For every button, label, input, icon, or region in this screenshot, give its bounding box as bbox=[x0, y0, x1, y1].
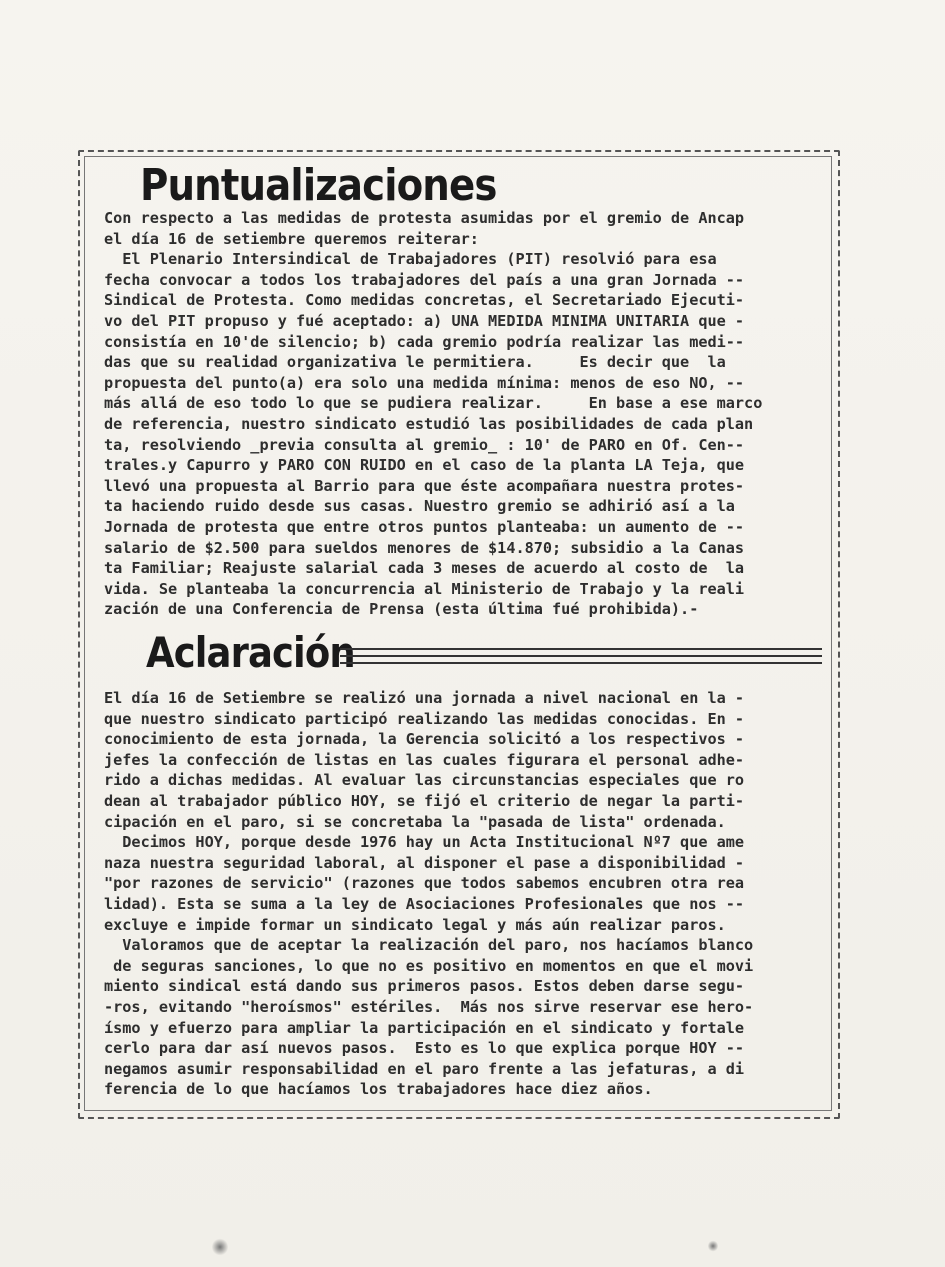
title-rule-top bbox=[340, 648, 822, 650]
ink-smudge bbox=[212, 1238, 228, 1256]
section-title-puntualizaciones: Puntualizaciones bbox=[140, 160, 497, 211]
section-body-aclaracion: El día 16 de Setiembre se realizó una jornada a nivel nacional en la - que nuestro sindicato participó realizando las medidas conocidas. En - conocimiento de esta jornada, la Gerencia solicitó a los respectivos - jefes la confección de listas en las cuales figurara el personal adhe- rido a dichas medidas. Al evaluar las circunstancias especiales que ro dean al trabajador público HOY, se fijó el criterio de negar la parti- cipación en el paro, si se concretaba la "pasada de lista" ordenada. Decimos HOY, porque desde 1976 hay un Acta Institucional Nº7 que ame naza nuestra seguridad laboral, al disponer el pase a disponibilidad - "por razones de servicio" (razones que todos sabemos encubren otra rea lidad). Esta se suma a la ley de Asociaciones Profesionales que nos -- excluye e impide formar un sindicato legal y más aún realizar paros. Valoramos que de aceptar la realización del paro, nos hacíamos blanco de seguras sanciones, lo que no es positivo en momentos en que el movi miento sindical está dando sus primeros pasos. Estos deben darse segu- -ros, evitando "heroísmos" estériles. Más nos sirve reservar ese hero- ísmo y efuerzo para ampliar la participación en el sindicato y fortale cerlo para dar así nuevos pasos. Esto es lo que explica porque HOY -- negamos asumir responsabilidad en el paro frente a las jefaturas, a di ferencia de lo que hacíamos los trabajadores hace diez años. bbox=[104, 689, 754, 1099]
ink-smudge bbox=[708, 1240, 718, 1252]
title-rule-middle bbox=[340, 655, 822, 657]
section-title-aclaracion: Aclaración bbox=[146, 628, 355, 677]
title-rule-bottom bbox=[340, 662, 822, 664]
section-body-puntualizaciones: Con respecto a las medidas de protesta asumidas por el gremio de Ancap el día 16 de setiembre queremos reiterar: El Plenario Intersindical de Trabajadores (PIT) resolvió para esa fecha convocar a todos los trabajadores del país a una gran Jornada -- Sindical de Protesta. Como medidas concretas, el Secretariado Ejecuti- vo del PIT propuso y fué aceptado: a) UNA MEDIDA MINIMA UNITARIA que - consistía en 10'de silencio; b) cada gremio podría realizar las medi-- das que su realidad organizativa le permitiera. Es decir que la propuesta del punto(a) era solo una medida mínima: menos de eso NO, -- más allá de eso todo lo que se pudiera realizar. En base a ese marco de referencia, nuestro sindicato estudió las posibilidades de cada plan ta, resolviendo _previa consulta al gremio_ : 10' de PARO en Of. Cen-- trales.y Capurro y PARO CON RUIDO en el caso de la planta LA Teja, que llevó una propuesta al Barrio para que éste acompañara nuestra protes- ta haciendo ruido desde sus casas. Nuestro gremio se adhirió así a la Jornada de protesta que entre otros puntos planteaba: un aumento de -- salario de $2.500 para sueldos menores de $14.870; subsidio a la Canas ta Familiar; Reajuste salarial cada 3 meses de acuerdo al costo de la vida. Se planteaba la concurrencia al Ministerio de Trabajo y la reali zación de una Conferencia de Prensa (esta última fué prohibida).- bbox=[104, 209, 763, 619]
